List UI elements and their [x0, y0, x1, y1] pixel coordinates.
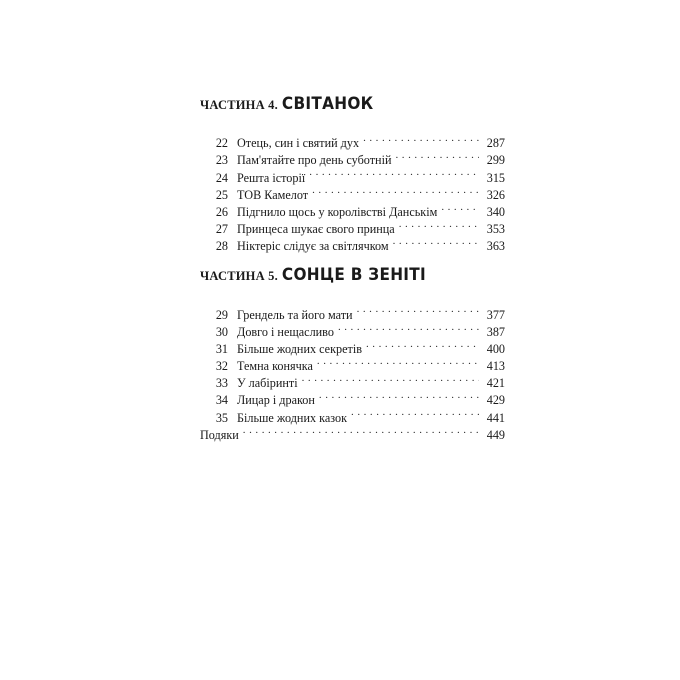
chapter-number: 32 — [215, 359, 228, 374]
chapter-number: 35 — [215, 410, 228, 425]
page-number: 326 — [486, 187, 505, 202]
dot-leader — [317, 353, 479, 370]
dot-leader — [312, 182, 479, 199]
dot-leader — [357, 301, 479, 318]
chapter-number: 30 — [215, 324, 228, 339]
toc-entry-acknowledgements — [200, 422, 505, 442]
chapter-number: 22 — [215, 136, 228, 151]
page-number: 400 — [486, 341, 505, 356]
chapter-title: Отець, син і святий дух — [237, 136, 360, 151]
dot-leader — [363, 130, 479, 147]
part-label: ЧАСТИНА 4. — [200, 98, 278, 112]
page-number: 299 — [486, 153, 505, 168]
dot-leader — [243, 422, 479, 439]
page-number: 387 — [486, 324, 505, 339]
part-4-section — [200, 94, 505, 254]
page-number: 413 — [486, 359, 505, 374]
chapter-title: Ніктеріс слідує за світлячком — [237, 239, 389, 254]
table-of-contents — [200, 94, 505, 442]
chapter-title: У лабіринті — [237, 376, 298, 391]
page-number: 353 — [486, 222, 505, 237]
page-number: 429 — [486, 393, 505, 408]
dot-leader — [399, 216, 479, 233]
chapter-number: 28 — [215, 239, 228, 254]
dot-leader — [351, 404, 479, 421]
chapter-number: 26 — [215, 204, 228, 219]
page-number: 315 — [486, 170, 505, 185]
dot-leader — [395, 147, 479, 164]
chapter-number: 24 — [215, 170, 228, 185]
chapter-title: Темна конячка — [237, 359, 313, 374]
chapter-number: 33 — [215, 376, 228, 391]
part-name: СОНЦЕ В ЗЕНІТІ — [281, 265, 427, 286]
part-label: ЧАСТИНА 5. — [200, 269, 278, 284]
chapter-title: Більше жодних казок — [237, 410, 348, 425]
page-number: 377 — [486, 307, 505, 322]
toc-entry — [200, 301, 505, 322]
chapter-number: 34 — [215, 393, 228, 408]
dot-leader — [319, 387, 479, 404]
dot-leader — [338, 319, 479, 336]
dot-leader — [309, 164, 479, 181]
chapter-title: Принцеса шукає свого принца — [237, 222, 395, 237]
chapter-number: 29 — [215, 307, 228, 322]
part-5-section — [200, 265, 505, 442]
chapter-number: 27 — [215, 222, 228, 237]
chapter-title: Більше жодних секретів — [237, 341, 362, 356]
page-number: 363 — [486, 239, 505, 254]
chapter-title: Лицар і дракон — [237, 393, 315, 408]
acknowledgements-title: Подяки — [200, 427, 239, 442]
chapter-title: ТОВ Камелот — [237, 187, 309, 202]
chapter-title: Решта історії — [237, 170, 306, 185]
chapter-title: Підгнило щось у королівстві Данськім — [237, 204, 438, 219]
dot-leader — [302, 370, 479, 387]
page-number: 449 — [486, 427, 505, 442]
page-number: 421 — [486, 376, 505, 391]
page-number: 287 — [486, 136, 505, 151]
chapter-title: Грендель та його мати — [237, 307, 353, 322]
dot-leader — [441, 199, 479, 216]
chapter-number: 31 — [215, 341, 228, 356]
toc-entry — [200, 130, 505, 151]
dot-leader — [366, 336, 479, 353]
page-number: 441 — [486, 410, 505, 425]
part-name: СВІТАНОК — [281, 94, 374, 114]
part-heading — [200, 265, 505, 287]
chapter-number: 23 — [215, 153, 228, 168]
page-number: 340 — [486, 204, 505, 219]
chapter-number: 25 — [215, 187, 228, 202]
chapter-title: Довго і нещасливо — [237, 324, 334, 339]
chapter-title: Пам'ятайте про день суботній — [237, 153, 392, 168]
part-heading — [200, 94, 505, 116]
dot-leader — [393, 233, 479, 250]
